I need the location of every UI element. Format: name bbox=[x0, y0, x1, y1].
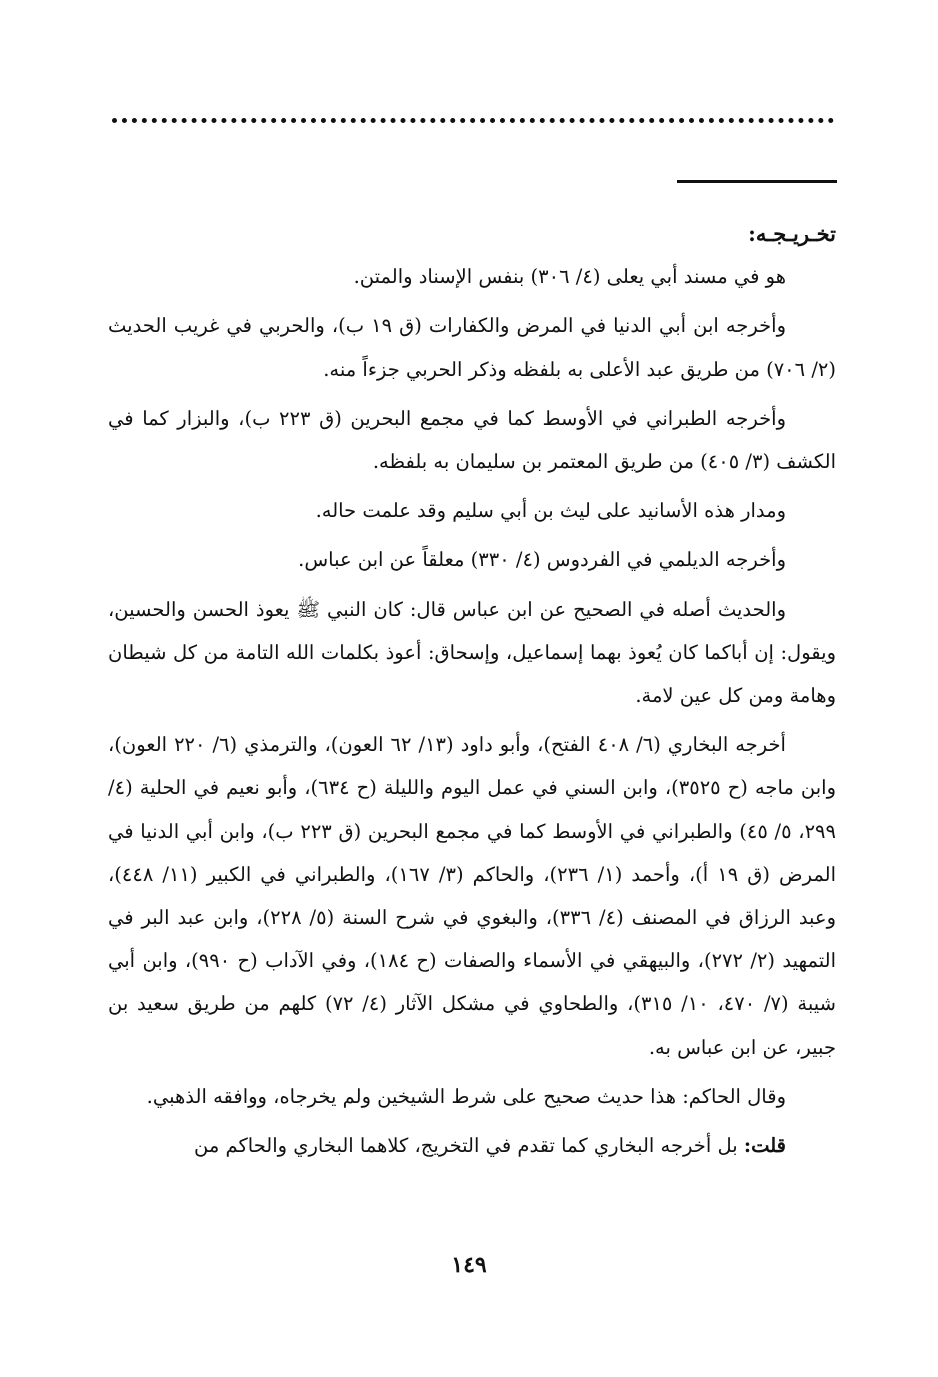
paragraph-tabarani: وأخرجه الطبراني في الأوسط كما في مجمع البحرين (ق ٢٢٣ ب)، والبزار كما في الكشف (٣/ ٤٠٥) من طريق المعتمر بن سليمان به بلفظه. bbox=[108, 406, 836, 474]
paragraph-isnad-note: ومدار هذه الأسانيد على ليث بن أبي سليم وقد علمت حاله. bbox=[315, 499, 786, 523]
paragraph-hakim-comment: وقال الحاكم: هذا حديث صحيح على شرط الشيخين ولم يخرجاه، ووافقه الذهبي. bbox=[146, 1084, 786, 1108]
footnote-rule bbox=[677, 180, 837, 183]
paragraph-daylami: وأخرجه الديلمي في الفردوس (٤/ ٣٣٠) معلقاً عن ابن عباس. bbox=[298, 548, 786, 572]
note-lead: قلت: bbox=[743, 1134, 786, 1158]
paragraph-ibn-abi-aldunya: وأخرجه ابن أبي الدنيا في المرض والكفارات (ق ١٩ ب)، والحربي في غريب الحديث (٢/ ٧٠٦) من طريق عبد الأعلى به بلفظه وذكر الحربي جزءاً منه. bbox=[108, 314, 836, 381]
paragraph-author-note bbox=[108, 1124, 836, 1167]
page-number: ١٤٩ bbox=[451, 1252, 487, 1278]
paragraph-takhrij-list: أخرجه البخاري (٦/ ٤٠٨ الفتح)، وأبو داود (١٣/ ٦٢ العون)، والترمذي (٦/ ٢٢٠ العون)، وابن ماجه (ح ٣٥٢٥)، وابن السني في عمل اليوم والليلة (ح ٦٣٤)، وأبو نعيم في الحلية (٤/ ٢٩٩، ٥/ ٤٥) والطبراني في الأوسط كما في مجمع البحرين (ق ٢٢٣ ب)، وابن أبي الدنيا في المرض (ق ١٩ أ)، وأحمد (١/ ٢٣٦)، والحاكم (٣/ ١٦٧)، والطبراني في الكبير (١١/ ٤٤٨)، وعبد الرزاق في المصنف (٤/ ٣٣٦)، والبغوي في شرح السنة (٥/ ٢٢٨)، وابن عبد البر في التمهيد (٢/ ٢٧٢)، والبيهقي في الأسماء والصفات (ح ١٨٤)، وفي الآداب (ح ٩٩٠)، وابن أبي شيبة (٧/ ٤٧٠، ١٠/ ٣١٥)، والطحاوي في مشكل الآثار (٤/ ٧٢) كلهم من طريق سعيد بن جبير، عن ابن عباس به. bbox=[108, 733, 836, 1059]
section-heading: تخـريـجـه: bbox=[748, 221, 836, 246]
paragraph-hadith-origin: والحديث أصله في الصحيح عن ابن عباس قال: كان النبي ﷺ يعوذ الحسن والحسين، ويقول: إن أباكما كان يُعوذ بهما إسماعيل، وإسحاق: أعوذ بكلمات الله التامة من كل شيطان وهامة ومن كل عين لامة. bbox=[108, 597, 836, 708]
paragraph-musnad-abi-yala: هو في مسند أبي يعلى (٤/ ٣٠٦) بنفس الإسناد والمتن. bbox=[353, 265, 786, 289]
note-text: بل أخرجه البخاري كما تقدم في التخريج، كلاهما البخاري والحاكم من bbox=[194, 1134, 744, 1158]
dotted-separator bbox=[112, 118, 834, 123]
document-body bbox=[108, 212, 836, 1167]
